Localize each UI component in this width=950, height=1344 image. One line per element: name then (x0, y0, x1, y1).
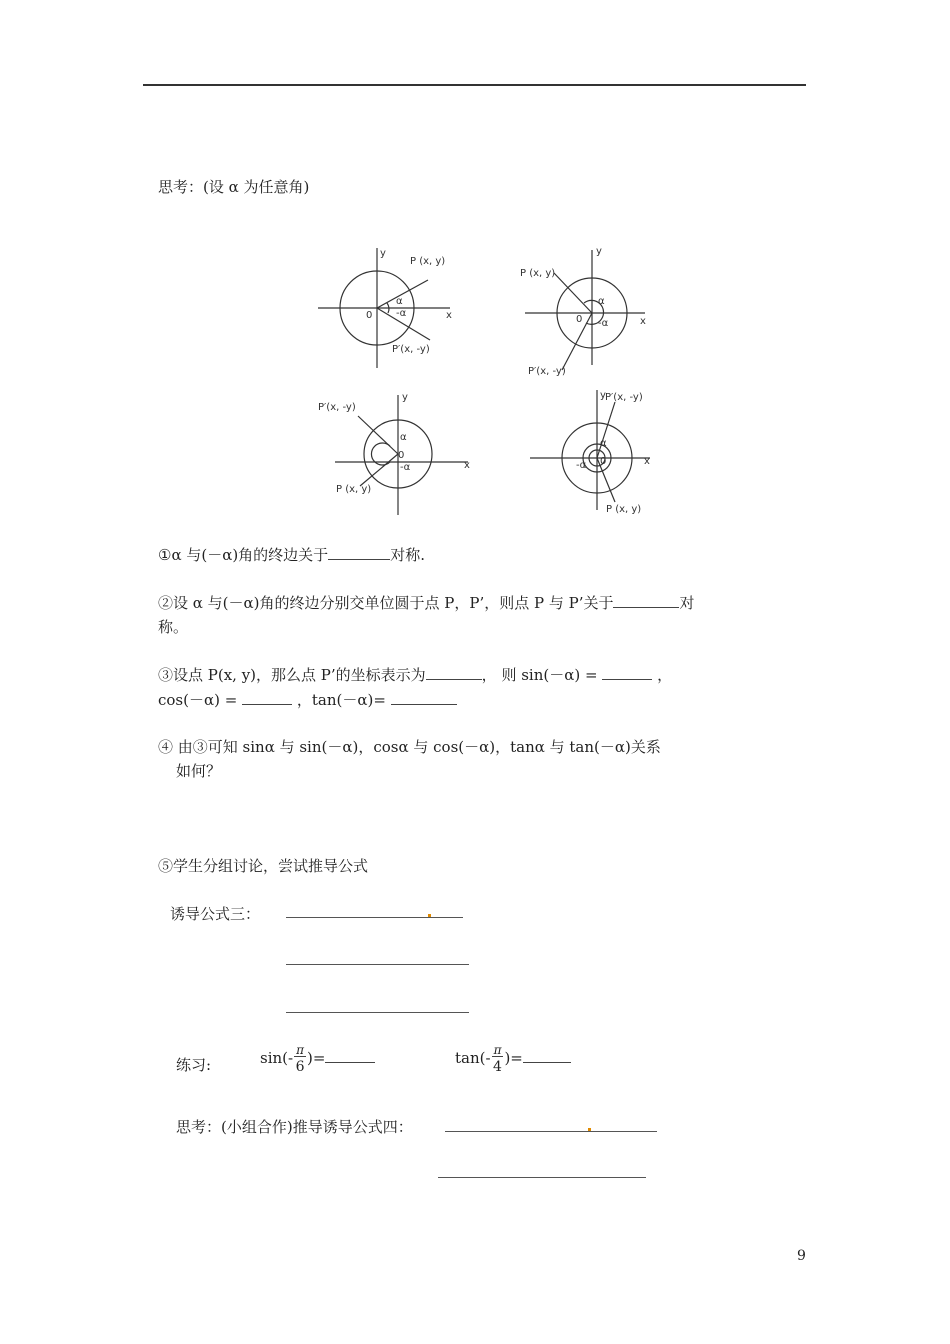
q3-line2-b: ，tan(－α)= (296, 691, 386, 709)
question-4-line1: ④ 由③可知 sinα 与 sin(－α)，cosα 与 cos(－α)，tanα 与 tan(－α)关系 (158, 738, 661, 756)
q3-cos-blank[interactable] (242, 690, 292, 705)
d4-origin-label: 0 (600, 456, 607, 467)
question-3-line1 (158, 664, 672, 685)
marker-dot (428, 914, 431, 917)
d2-pprime-label: P′(x, -y) (528, 366, 566, 377)
d2-x-label: x (640, 316, 646, 327)
formula3-line-1[interactable] (286, 917, 463, 918)
d3-y-label: y (402, 392, 408, 403)
sin-answer-blank[interactable] (325, 1048, 375, 1063)
question-3-line2 (158, 689, 457, 710)
q3-sin-blank[interactable] (602, 665, 652, 680)
header-rule (143, 84, 806, 86)
d1-pprime-label: P′(x, -y) (392, 344, 430, 355)
d2-neg-alpha-label: -α (598, 318, 609, 329)
tan-suffix: )= (504, 1049, 523, 1067)
exercise-sin (260, 1044, 375, 1074)
formula4-line-2[interactable] (438, 1177, 646, 1178)
exercise-label: 练习: (176, 1056, 212, 1074)
q2-tail: 对 (679, 594, 695, 612)
tan-frac-num: π (493, 1043, 502, 1057)
diagram-4 (530, 390, 650, 510)
sin-fraction (294, 1044, 306, 1074)
q1-head: ①α 与(－α)角的终边关于 (158, 546, 329, 564)
d4-pprime-label: P′(x, -y) (605, 392, 643, 403)
sin-prefix: sin(- (260, 1049, 294, 1067)
page-number: 9 (797, 1248, 806, 1264)
d4-x-label: x (644, 456, 650, 467)
tan-fraction (492, 1044, 504, 1074)
tan-answer-blank[interactable] (523, 1048, 571, 1063)
formula4-line-1[interactable] (445, 1131, 657, 1132)
q3-tan-blank[interactable] (391, 690, 457, 705)
d4-alpha-label: α (600, 438, 607, 449)
d3-alpha-label: α (400, 432, 407, 443)
sin-suffix: )= (306, 1049, 326, 1067)
sin-frac-num: π (296, 1043, 304, 1057)
unit-circle-figure (300, 240, 670, 520)
d4-y-label: y (600, 390, 606, 401)
formula3-line-2[interactable] (286, 964, 469, 965)
d1-p-label: P (x, y) (410, 256, 446, 267)
question-1 (158, 544, 425, 565)
question-5: ⑤学生分组讨论，尝试推导公式 (158, 857, 369, 875)
q3-coord-blank[interactable] (426, 665, 482, 680)
d3-neg-alpha-label: -α (400, 462, 411, 473)
d1-neg-alpha-label: -α (396, 308, 407, 319)
think-intro: 思考：(设 α 为任意角) (158, 178, 310, 196)
formula3-line-3[interactable] (286, 1012, 469, 1013)
q2-blank[interactable] (613, 593, 679, 608)
d2-origin-label: 0 (576, 314, 583, 325)
d2-p-label: P (x, y) (520, 268, 556, 279)
q3-line1-b: ， 则 sin(－α) = (481, 666, 598, 684)
question-2-line1 (158, 592, 695, 613)
tan-prefix: tan(- (455, 1049, 491, 1067)
d1-y-label: y (380, 248, 386, 259)
d3-x-label: x (464, 460, 470, 471)
q3-line1-a: ③设点 P(x, y)，那么点 P’的坐标表示为 (158, 666, 426, 684)
d2-y-label: y (596, 246, 602, 257)
d4-p-label: P (x, y) (606, 504, 642, 515)
d3-origin-label: 0 (398, 450, 405, 461)
q1-tail: 对称. (390, 546, 425, 564)
sin-frac-den: 6 (295, 1059, 305, 1075)
question-2-line2: 称。 (158, 618, 189, 636)
d1-alpha-label: α (396, 296, 403, 307)
q3-line1-c: ， (657, 666, 673, 684)
d3-p-label: P (x, y) (336, 484, 372, 495)
q2-head: ②设 α 与(－α)角的终边分别交单位圆于点 P，P’，则点 P 与 P’关于 (158, 594, 614, 612)
q3-line2-a: cos(－α) = (158, 691, 238, 709)
exercise-tan (455, 1044, 571, 1074)
q1-blank[interactable] (328, 545, 390, 560)
marker-dot-2 (588, 1128, 591, 1131)
d3-pprime-label: P′(x, -y) (318, 402, 356, 413)
d1-x-label: x (446, 310, 452, 321)
tan-frac-den: 4 (493, 1059, 502, 1075)
d4-neg-alpha-label: -α (576, 460, 587, 471)
d2-alpha-label: α (598, 296, 605, 307)
formula3-label: 诱导公式三： (170, 905, 261, 923)
question-4-line2: 如何？ (176, 762, 222, 780)
d1-origin-label: 0 (366, 310, 373, 321)
think2-label: 思考：(小组合作)推导诱导公式四： (176, 1118, 413, 1136)
